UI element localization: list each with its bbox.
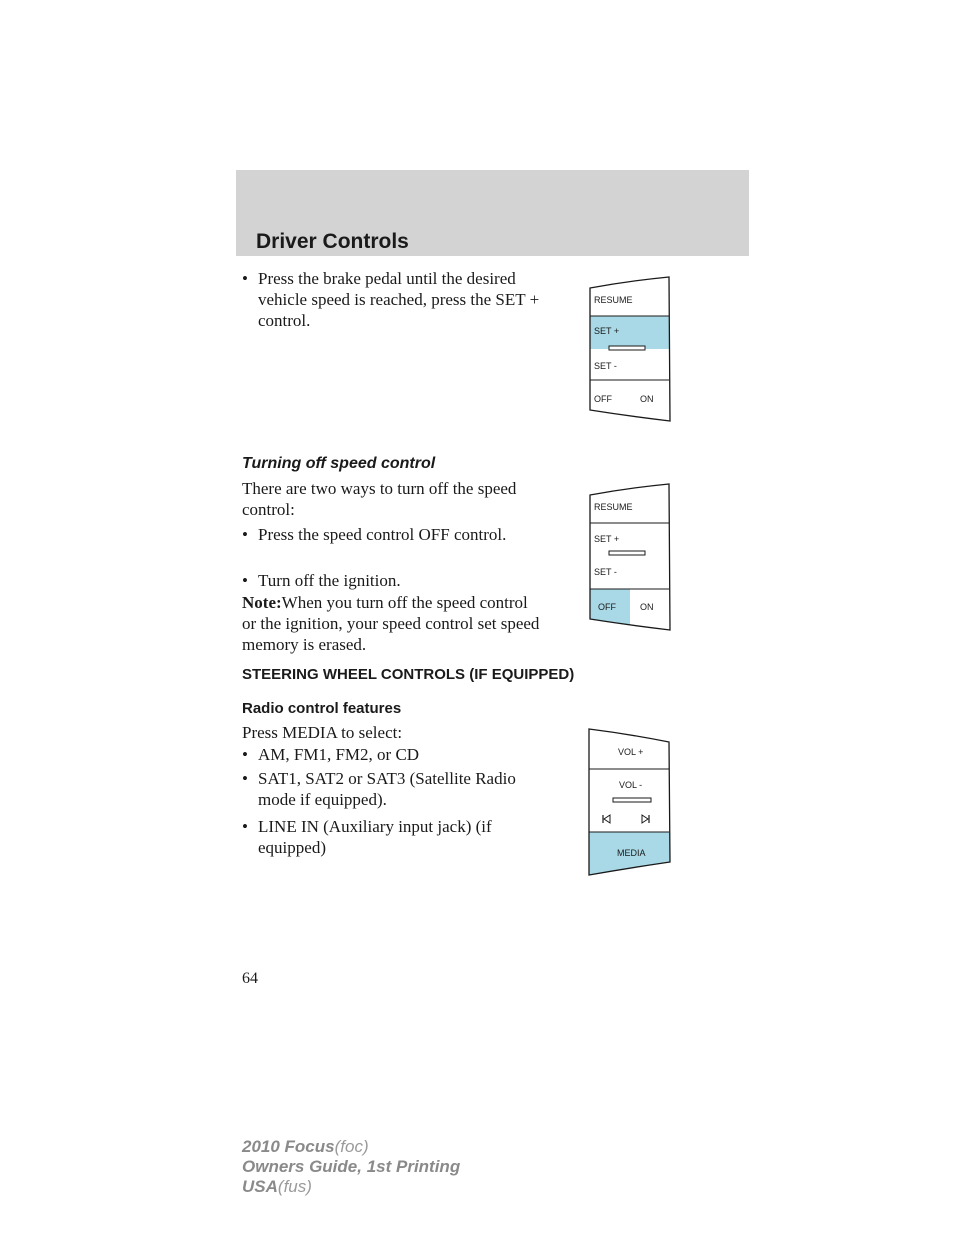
steering-heading: STEERING WHEEL CONTROLS (IF EQUIPPED) xyxy=(242,666,575,683)
page-title: Driver Controls xyxy=(256,230,409,253)
vol-plus-label: VOL + xyxy=(618,747,644,757)
list-item: • Turn off the ignition. xyxy=(242,571,401,590)
note-paragraph xyxy=(242,592,542,655)
footer-line-2: Owners Guide, 1st Printing xyxy=(242,1157,461,1176)
seek-forward-icon xyxy=(642,815,649,823)
radio-intro: Press MEDIA to select: xyxy=(242,723,403,742)
footer-line-3: USA(fus) xyxy=(242,1177,312,1196)
seek-back-icon xyxy=(603,815,610,823)
resume-label: RESUME xyxy=(594,295,633,305)
set-minus-label: SET - xyxy=(594,567,617,577)
radio-heading: Radio control features xyxy=(242,700,402,717)
list-item: • AM, FM1, FM2, or CD xyxy=(242,745,420,764)
note-label: Note: xyxy=(242,593,282,612)
note-text: When you turn off the speed control or the ignition, your speed control set speed memory is erased. xyxy=(242,593,540,654)
list-item: • SAT1, SAT2 or SAT3 (Satellite Radio mode if equipped). xyxy=(242,769,516,809)
on-label: ON xyxy=(640,602,654,612)
vol-minus-label: VOL - xyxy=(619,780,643,790)
media-label: MEDIA xyxy=(617,848,646,858)
set-plus-label: SET + xyxy=(594,326,620,336)
list-item: • Press the brake pedal until the desired vehicle speed is reached, press the SET + control. xyxy=(242,269,540,330)
page-number: 64 xyxy=(242,970,258,987)
off-label: OFF xyxy=(598,602,616,612)
turning-off-heading: Turning off speed control xyxy=(242,455,436,472)
set-plus-label: SET + xyxy=(594,534,620,544)
list-item: • Press the speed control OFF control. xyxy=(242,525,507,544)
footer-line-1: 2010 Focus(foc) xyxy=(242,1137,369,1156)
off-label: OFF xyxy=(594,394,612,404)
footer xyxy=(242,1137,460,1197)
list-item: • LINE IN (Auxiliary input jack) (if equipped) xyxy=(242,817,492,857)
radio-control-switch xyxy=(587,728,673,876)
speed-control-switch-set-highlight xyxy=(588,276,672,422)
resume-label: RESUME xyxy=(594,502,633,512)
set-minus-label: SET - xyxy=(594,361,617,371)
on-label: ON xyxy=(640,394,654,404)
turning-off-intro: There are two ways to turn off the speed control: xyxy=(242,479,517,519)
speed-control-switch-off-highlight xyxy=(588,483,672,631)
